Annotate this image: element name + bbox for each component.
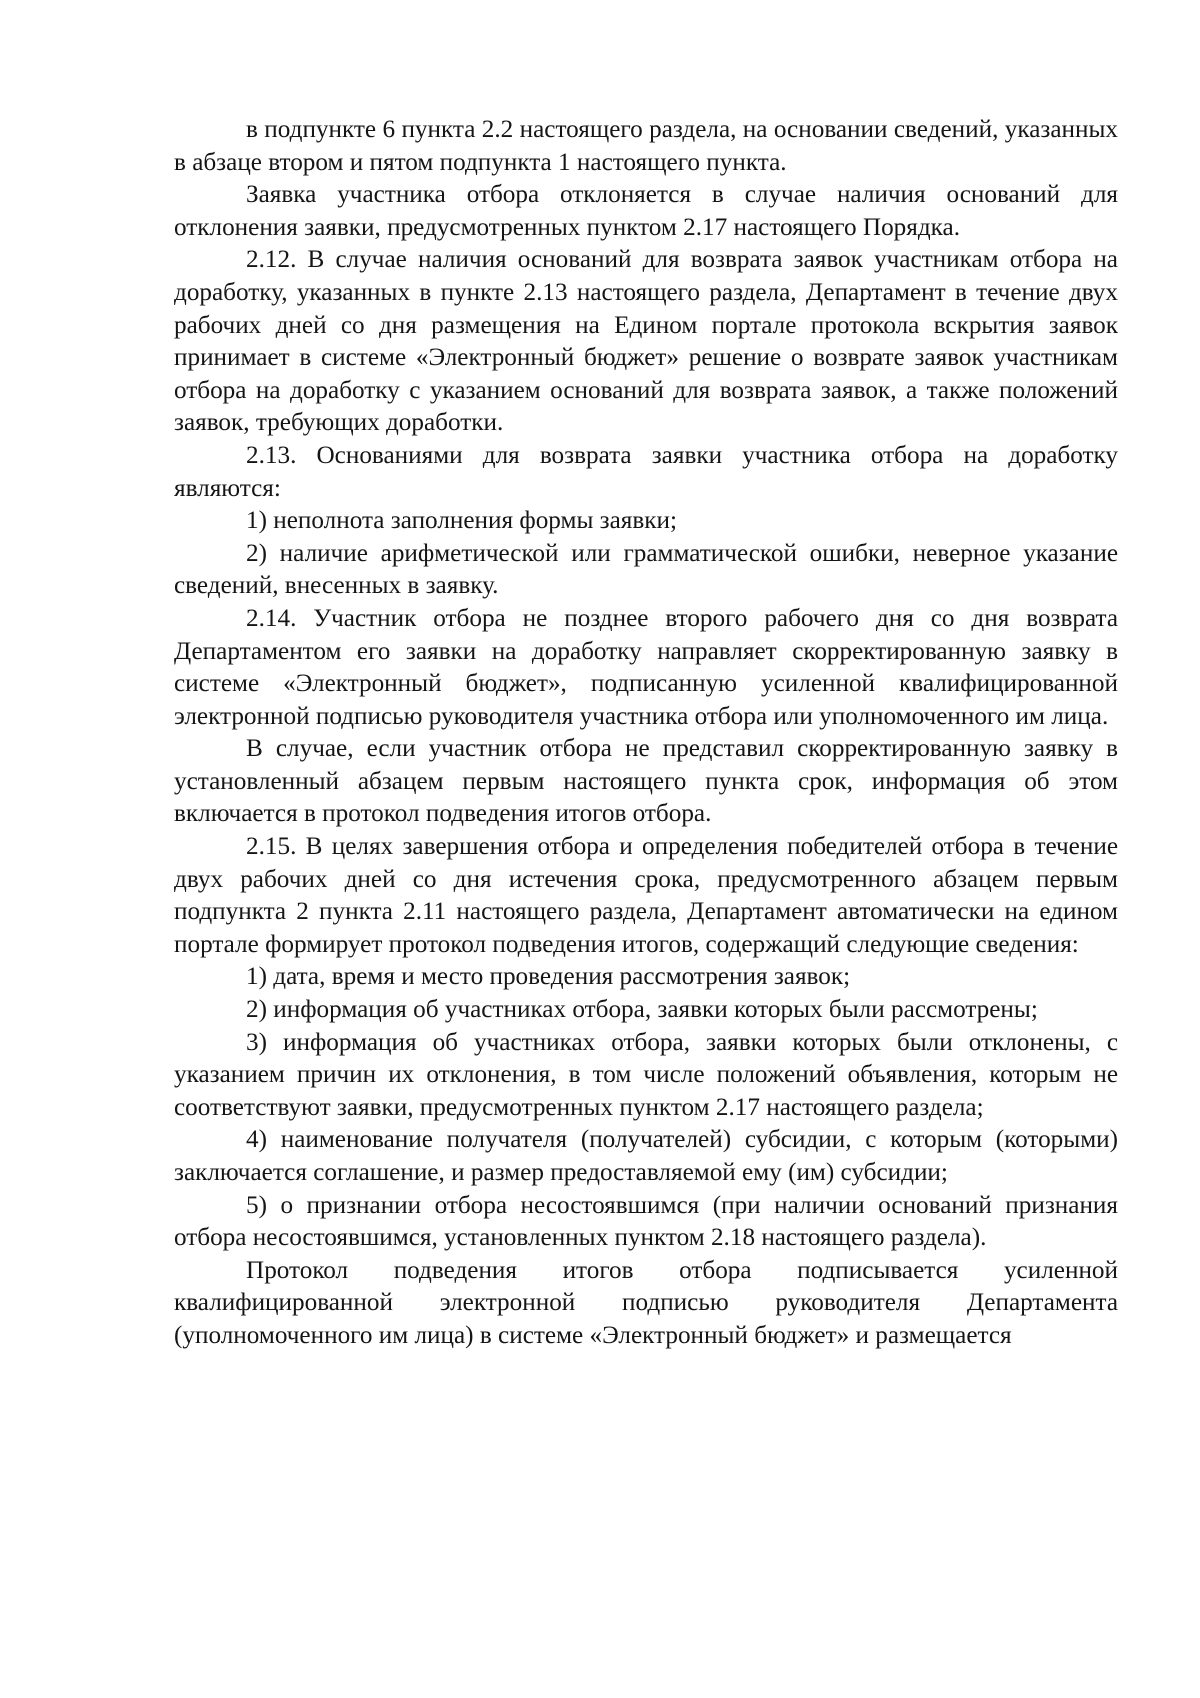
paragraph-2-15-item-1: 1) дата, время и место проведения рассмотрения заявок; (246, 963, 851, 991)
paragraph-2-15-item-2: 2) информация об участниках отбора, заявки которых были рассмотрены; (246, 996, 1038, 1024)
paragraph-rejection: Заявка участника отбора отклоняется в случае наличия оснований для отклонения заявки, предусмотренных пунктом 2.17 настоящего Порядка. (174, 181, 1118, 241)
paragraph-2-14-second: В случае, если участник отбора не представил скорректированную заявку в установленный абзацем первым настоящего пункта срок, информация об этом включается в протокол подведения итогов отбора. (174, 735, 1118, 828)
paragraph-2-13-item-2: 2) наличие арифметической или грамматической ошибки, неверное указание сведений, внесенных в заявку. (174, 539, 1118, 600)
paragraph-2-15-item-3: 3) информация об участниках отбора, заявки которых были отклонены, с указанием причин их отклонения, в том числе положений объявления, которым не соответствуют заявки, предусмотренных пунктом 2.17 настоящего раздела; (174, 1028, 1118, 1121)
document-page (174, 114, 1118, 1353)
paragraph-2-15-item-5: 5) о признании отбора несостоявшимся (при наличии оснований признания отбора несостоявшимся, установленных пунктом 2.18 настоящего раздела). (174, 1191, 1118, 1252)
paragraph-2-12: 2.12. В случае наличия оснований для возврата заявок участникам отбора на доработку, указанных в пункте 2.13 настоящего раздела, Департамент в течение двух рабочих дней со дня размещения на Едином портале протокола вскрытия заявок принимает в системе «Электронный бюджет» решение о возврате заявок участникам отбора на доработку с указанием оснований для возврата заявок, а также положений заявок, требующих доработки. (174, 246, 1118, 437)
paragraph-2-14: 2.14. Участник отбора не позднее второго рабочего дня со дня возврата Департаментом его заявки на доработку направляет скорректированную заявку в системе «Электронный бюджет», подписанную усиленной квалифицированной электронной подписью руководителя участника отбора или уполномоченного им лица. (174, 604, 1118, 730)
paragraph-protocol-signing: Протокол подведения итогов отбора подписывается усиленной квалифицированной электронной подписью руководителя Департамента (уполномоченного им лица) в системе «Электронный бюджет» и размещается (174, 1256, 1118, 1349)
paragraph-continuation: в подпункте 6 пункта 2.2 настоящего раздела, на основании сведений, указанных в абзаце втором и пятом подпункта 1 настоящего пункта. (174, 116, 1118, 176)
paragraph-2-15: 2.15. В целях завершения отбора и определения победителей отбора в течение двух рабочих дней со дня истечения срока, предусмотренного абзацем первым подпункта 2 пункта 2.11 настоящего раздела, Департамент автоматически на едином портале формирует протокол подведения итогов, содержащий следующие сведения: (174, 833, 1118, 958)
paragraph-2-13-item-1: 1) неполнота заполнения формы заявки; (246, 507, 677, 535)
paragraph-2-15-item-4: 4) наименование получателя (получателей) субсидии, с которым (которыми) заключается соглашение, и размер предоставляемой ему (им) субсидии; (174, 1126, 1118, 1186)
paragraph-2-13: 2.13. Основаниями для возврата заявки участника отбора на доработку являются: (174, 441, 1118, 502)
